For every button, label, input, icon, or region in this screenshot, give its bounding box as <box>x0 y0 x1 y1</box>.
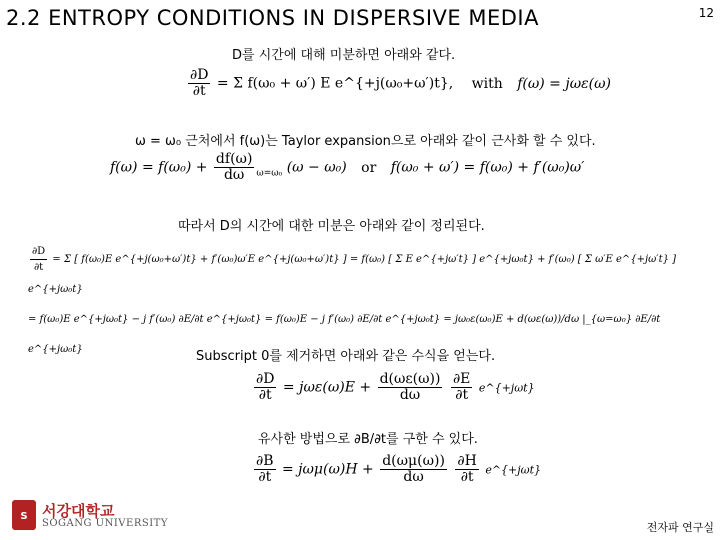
eq4-lhs-num: ∂D <box>256 371 275 387</box>
eq2-left: f(ω) = f(ω₀) + <box>110 159 208 176</box>
equation-2 <box>110 152 584 183</box>
svg-text:S: S <box>20 511 28 522</box>
equation-1 <box>186 68 611 99</box>
eq3-line1: = Σ [ f(ω₀)E e^{+j(ω₀+ω′)t} + f′(ω₀)ω′E e^{+j(ω₀+ω′)t} ] = f(ω₀) [ Σ E e^{+jω′t} ] e^{+jω₀t} + f′(ω₀) [ Σ ω′E e^{+jω′t} ] e^{+jω₀t} <box>28 254 677 295</box>
text-summary-intro: 따라서 D의 시간에 대한 미분은 아래와 같이 정리된다. <box>178 219 485 234</box>
text-taylor-intro: ω = ω₀ 근처에서 f(ω)는 Taylor expansion으로 아래와 같이 근사화 할 수 있다. <box>135 134 596 149</box>
eq5-h-den: ∂t <box>460 469 474 485</box>
text-derivative-intro: D를 시간에 대해 미분하면 아래와 같다. <box>232 48 456 63</box>
text-similar-method: 유사한 방법으로 ∂B/∂t를 구한 수 있다. <box>258 432 478 447</box>
eq2-df-den: dω <box>223 167 245 183</box>
eq4-d-num: d(ωε(ω)) <box>379 371 441 387</box>
eq1-fdef: f(ω) = jωε(ω) <box>517 75 611 92</box>
eq2-tail: (ω − ω₀) <box>286 159 347 176</box>
eq5-exp: e^{+jωt} <box>485 463 542 477</box>
equation-5 <box>252 454 541 485</box>
eq2-eval-point: ω=ω₀ <box>256 168 283 179</box>
eq2-right: f(ω₀ + ω′) = f(ω₀) + f′(ω₀)ω′ <box>390 159 585 176</box>
eq2-df-num: df(ω) <box>215 151 253 167</box>
eq1-lhs-num: ∂D <box>190 67 209 83</box>
eq4-e-num: ∂E <box>452 371 471 387</box>
page-number: 12 <box>698 6 714 20</box>
logo-english: SOGANG UNIVERSITY <box>42 518 168 529</box>
eq2-or: or <box>361 159 377 176</box>
logo-korean: 서강대학교 <box>42 502 115 520</box>
text-remove-subscript: Subscript 0를 제거하면 아래와 같은 수식을 얻는다. <box>196 349 496 364</box>
eq5-d-den: dω <box>403 469 424 485</box>
eq5-mid: = jωμ(ω)H + <box>281 461 374 478</box>
eq4-exp: e^{+jωt} <box>478 381 535 395</box>
eq1-with: with <box>471 75 503 92</box>
page-title: 2.2 ENTROPY CONDITIONS IN DISPERSIVE MEDIA <box>6 6 539 30</box>
eq3-lhs-den: ∂t <box>34 262 44 273</box>
eq4-e-den: ∂t <box>455 387 469 403</box>
eq5-h-num: ∂H <box>457 453 477 469</box>
lab-name: 전자파 연구실 <box>646 521 714 534</box>
eq5-lhs-den: ∂t <box>258 469 272 485</box>
eq5-d-num: d(ωμ(ω)) <box>382 453 445 469</box>
university-logo <box>10 498 168 538</box>
eq5-lhs-num: ∂B <box>256 453 274 469</box>
eq4-d-den: dω <box>399 387 421 403</box>
eq1-rhs: = Σ f(ω₀ + ω′) E e^{+j(ω₀+ω′)t}, <box>216 75 454 92</box>
eq3-line2: = f(ω₀)E e^{+jω₀t} − j f′(ω₀) ∂E/∂t e^{+jω₀t} = f(ω₀)E − j f′(ω₀) ∂E/∂t e^{+jω₀t} = jω₀ε(ω₀)E + d(ωε(ω))/dω |_{ω=ω₀} ∂E/∂t e^{+jω₀t} <box>28 314 661 355</box>
equation-4 <box>252 372 535 403</box>
eq4-mid: = jωε(ω)E + <box>282 379 372 396</box>
eq4-lhs-den: ∂t <box>258 387 272 403</box>
eq3-lhs-num: ∂D <box>30 244 47 260</box>
eq1-lhs-den: ∂t <box>192 83 206 99</box>
